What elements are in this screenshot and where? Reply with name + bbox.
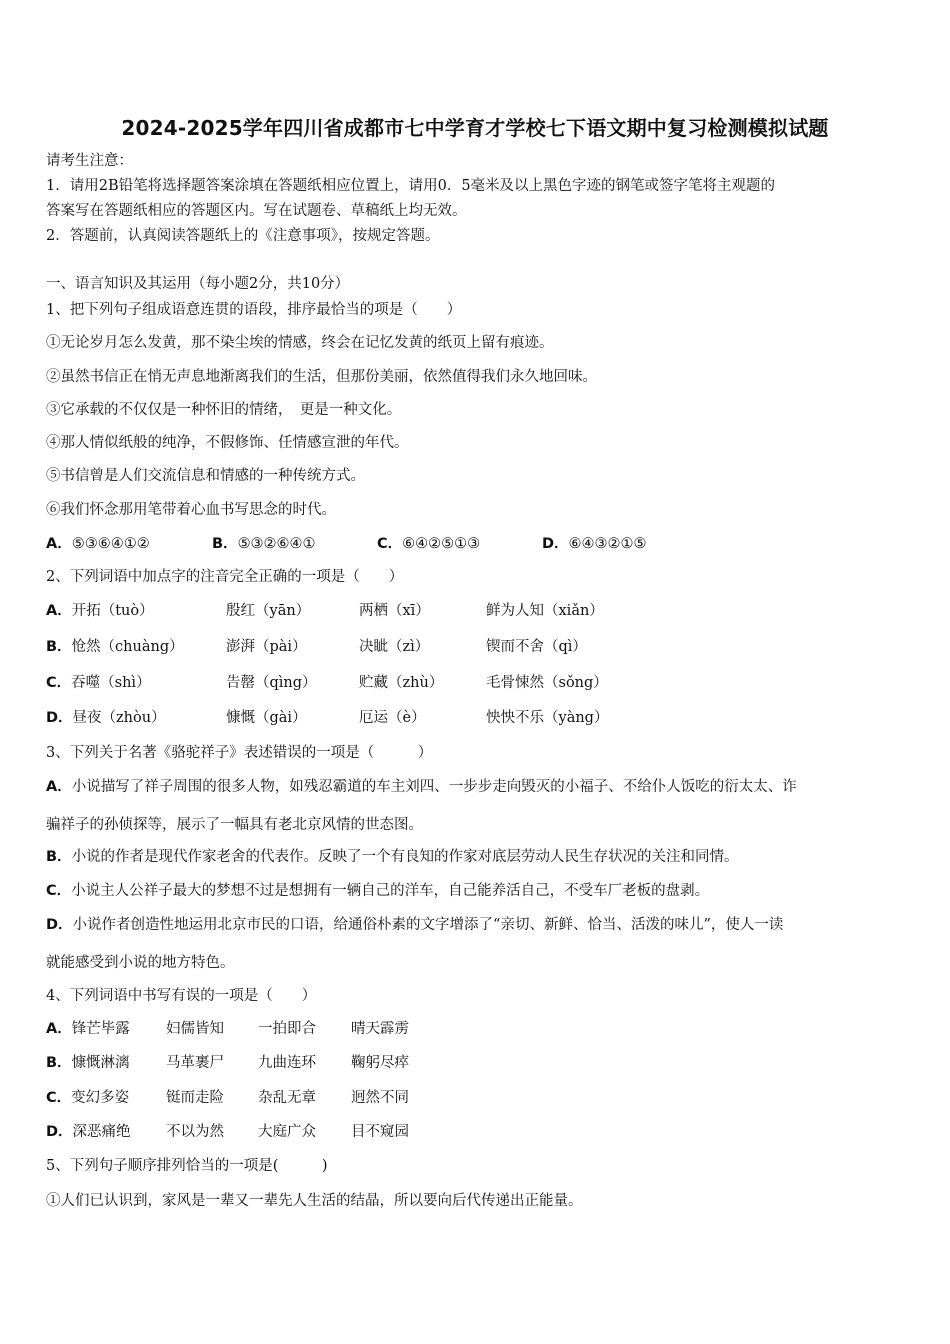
q1-sentence-6: ⑥我们怀念那用笔带着心血书写思念的时代。 xyxy=(46,502,336,518)
q1-sentence-1: ①无论岁月怎么发黄，那不染尘埃的情感，终会在记忆发黄的纸页上留有痕迹。 xyxy=(46,335,554,351)
q4-b-2: 马革裹尸 xyxy=(166,1055,224,1071)
q3-option-a-line1: A．小说描写了祥子周围的很多人物，如残忍霸道的车主刘四、一步步走向毁灭的小福子、不给仆人饭吃的衍太太、诈 xyxy=(46,779,797,795)
q2-c-3: 贮藏（zhù） xyxy=(359,675,444,691)
q4-b-4: 鞠躬尽瘁 xyxy=(351,1055,409,1071)
notice-item-1a: 1．请用2B铅笔将选择题答案涂填在答题纸相应位置上，请用0．5毫米及以上黑色字迹的钢笔或签字笔将主观题的 xyxy=(46,178,776,194)
notice-item-1b: 答案写在答题纸相应的答题区内。写在试题卷、草稿纸上均无效。 xyxy=(46,203,467,219)
q4-a-4: 晴天霹雳 xyxy=(351,1021,409,1037)
q4-b-1: B．慷慨淋漓 xyxy=(46,1055,130,1071)
q2-a-4: 鲜为人知（xiǎn） xyxy=(486,603,604,619)
notice-heading: 请考生注意： xyxy=(46,153,133,169)
q2-d-1: D．昼夜（zhòu） xyxy=(46,710,166,726)
q4-stem: 4、下列词语中书写有误的一项是（ ） xyxy=(46,988,317,1004)
q2-d-4: 怏怏不乐（yàng） xyxy=(486,710,609,726)
q1-option-c: C．⑥④②⑤①③ xyxy=(377,536,481,552)
q1-option-d: D．⑥④③②①⑤ xyxy=(542,536,647,552)
q2-a-2: 殷红（yān） xyxy=(226,603,311,619)
q2-c-1: C．吞噬（shì） xyxy=(46,675,151,691)
q3-option-d-line1: D．小说作者创造性地运用北京市民的口语，给通俗朴素的文字增添了“亲切、新鲜、恰当、活泼的味儿”，使人一读 xyxy=(46,917,784,933)
q4-d-1: D．深恶痛绝 xyxy=(46,1124,131,1140)
q2-b-1: B．怆然（chuàng） xyxy=(46,639,184,655)
section-heading: 一、语言知识及其运用（每小题2分，共10分） xyxy=(46,276,350,292)
q4-d-4: 目不窥园 xyxy=(351,1124,409,1140)
q2-b-2: 澎湃（pài） xyxy=(226,639,307,655)
page-title: 2024-2025学年四川省成都市七中学育才学校七下语文期中复习检测模拟试题 xyxy=(121,116,829,140)
q3-option-c: C．小说主人公祥子最大的梦想不过是想拥有一辆自己的洋车，自己能养活自己，不受车厂老板的盘剥。 xyxy=(46,883,710,899)
q2-a-3: 两栖（xī） xyxy=(359,603,430,619)
q3-stem: 3、下列关于名著《骆驼祥子》表述错误的一项是（ ） xyxy=(46,745,433,761)
q2-a-1: A．开拓（tuò） xyxy=(46,603,154,619)
q4-a-2: 妇儒皆知 xyxy=(166,1021,224,1037)
q4-c-1: C．变幻多姿 xyxy=(46,1090,130,1106)
q3-option-a-line2: 骗祥子的孙侦探等，展示了一幅具有老北京风情的世态图。 xyxy=(46,817,423,833)
q1-option-a: A．⑤③⑥④①② xyxy=(46,536,150,552)
q1-sentence-2: ②虽然书信正在悄无声息地渐离我们的生活，但那份美丽，依然值得我们永久地回味。 xyxy=(46,369,597,385)
q1-stem: 1、把下列句子组成语意连贯的语段，排序最恰当的项是（ ） xyxy=(46,302,462,318)
q5-stem: 5、下列句子顺序排列恰当的一项是( ) xyxy=(46,1158,328,1174)
notice-item-2: 2．答题前，认真阅读答题纸上的《注意事项》，按规定答题。 xyxy=(46,228,440,244)
q4-c-4: 迥然不同 xyxy=(351,1090,409,1106)
q4-d-2: 不以为然 xyxy=(166,1124,224,1140)
q4-b-3: 九曲连环 xyxy=(258,1055,316,1071)
q4-c-2: 铤而走险 xyxy=(166,1090,224,1106)
q1-sentence-5: ⑤书信曾是人们交流信息和情感的一种传统方式。 xyxy=(46,468,365,484)
q5-sentence-1: ①人们已认识到，家风是一辈又一辈先人生活的结晶，所以要向后代传递出正能量。 xyxy=(46,1193,583,1209)
q4-d-3: 大庭广众 xyxy=(258,1124,316,1140)
q2-b-3: 决眦（zì） xyxy=(359,639,430,655)
q4-a-3: 一拍即合 xyxy=(258,1021,316,1037)
q4-c-3: 杂乱无章 xyxy=(258,1090,316,1106)
q2-c-2: 告罄（qìng） xyxy=(226,675,317,691)
q1-sentence-4: ④那人情似纸般的纯净，不假修饰、任情感宣泄的年代。 xyxy=(46,435,409,451)
q2-d-2: 慷慨（gài） xyxy=(226,710,307,726)
q4-a-1: A．锋芒毕露 xyxy=(46,1021,130,1037)
q2-b-4: 锲而不舍（qì） xyxy=(486,639,587,655)
q3-option-b: B．小说的作者是现代作家老舍的代表作。反映了一个有良知的作家对底层劳动人民生存状况的关注和同情。 xyxy=(46,849,739,865)
q2-c-4: 毛骨悚然（sǒng） xyxy=(486,675,608,691)
q3-option-d-line2: 就能感受到小说的地方特色。 xyxy=(46,955,235,971)
q2-d-3: 厄运（è） xyxy=(359,710,426,726)
q2-stem: 2、下列词语中加点字的注音完全正确的一项是（ ） xyxy=(46,569,404,585)
q1-option-b: B．⑤③②⑥④① xyxy=(212,536,316,552)
q1-sentence-3: ③它承载的不仅仅是一种怀旧的情绪， 更是一种文化。 xyxy=(46,402,402,418)
